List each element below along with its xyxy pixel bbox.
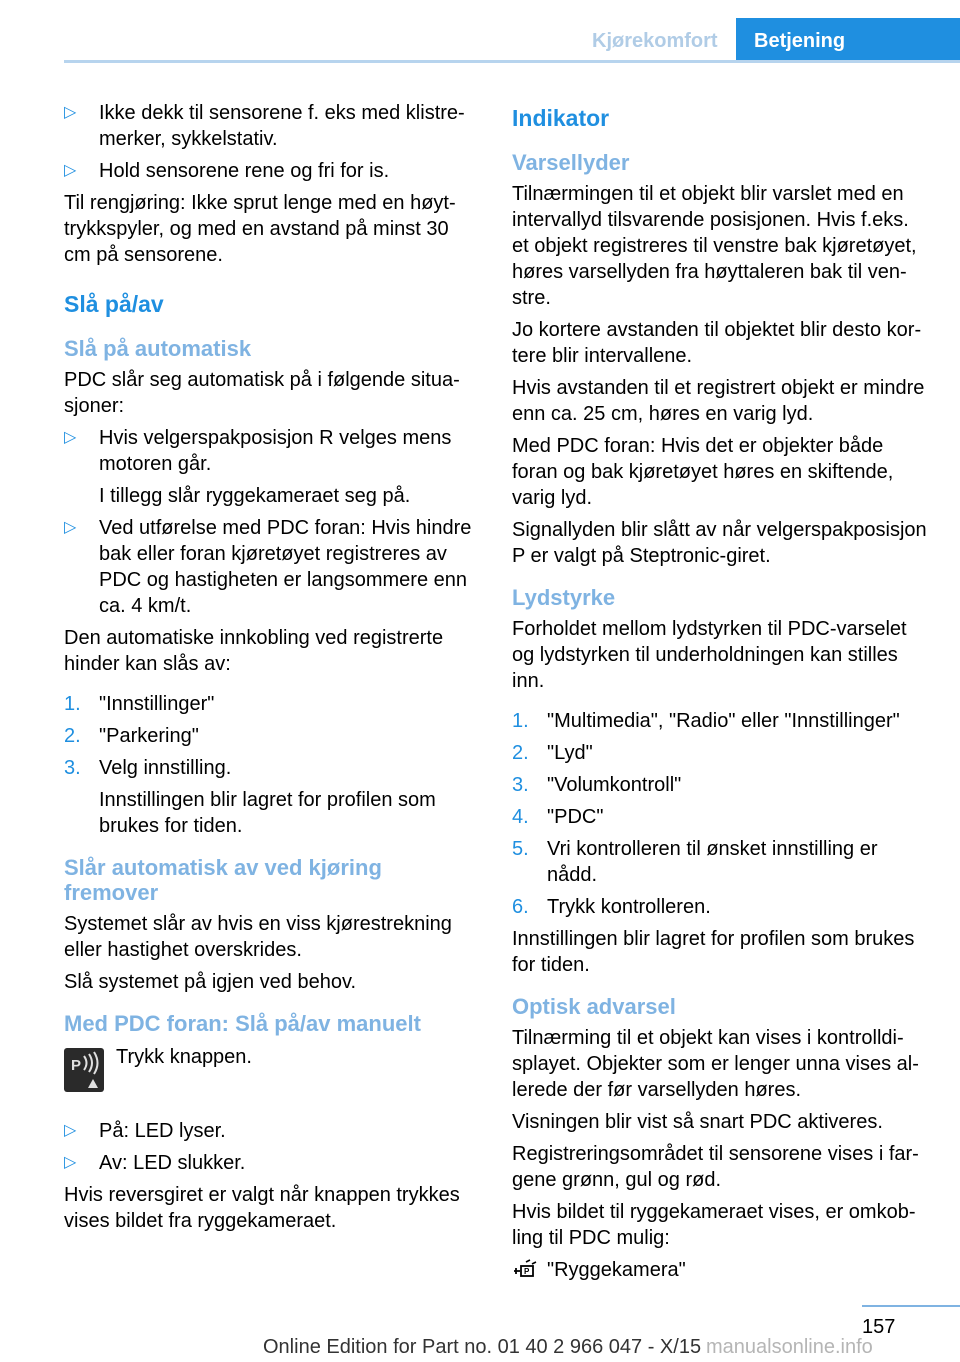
bullet-triangle-icon: ▷ — [64, 519, 77, 536]
pdc-button-icon — [64, 1048, 104, 1092]
step-number: 1. — [64, 693, 81, 715]
subheading-lydstyrke: Lydstyrke — [512, 585, 616, 610]
bullet-item — [64, 515, 476, 619]
footer-rule — [862, 1305, 960, 1307]
bullet-item — [64, 100, 476, 152]
step-text: "PDC" — [547, 806, 604, 828]
step-number: 1. — [512, 710, 529, 732]
bullet-triangle-icon: ▷ — [64, 162, 77, 179]
bullet-note: I tillegg slår ryggekameraet seg på. — [99, 485, 411, 507]
step-number: 2. — [64, 725, 81, 747]
bullet-text: På: LED lyser. — [99, 1120, 226, 1142]
warning-paragraph: Tilnærmingen til et objekt blir varslet med en intervallyd tilsvarende posisjonen. Hvis f.eks. et objekt registreres til venstre bak kjøretøyet, høres varsellyden fra høyttaleren bak til venstre. — [512, 183, 917, 309]
step-text: "Innstillinger" — [99, 693, 215, 715]
subheading-auto-off: Slår automatisk av ved kjøring fremover — [64, 855, 382, 905]
step-text: Trykk kontrolleren. — [547, 896, 711, 918]
step-number: 6. — [512, 896, 529, 918]
bullet-triangle-icon: ▷ — [64, 429, 77, 446]
camera-option — [512, 1257, 928, 1283]
bullet-triangle-icon: ▷ — [64, 1122, 77, 1139]
press-button-text: Trykk knappen. — [116, 1046, 252, 1068]
step-note: Innstillingen blir lagret for profilen som brukes for tiden. — [99, 789, 436, 837]
warning-paragraph: Signallyden blir slått av når velgerspakposisjon P er valgt på Steptronic-giret. — [512, 519, 927, 567]
section-heading-slaa-paa-av: Slå på/av — [64, 291, 164, 317]
warning-paragraph: Hvis avstanden til et registrert objekt er mindre enn ca. 25 cm, høres en varig lyd. — [512, 377, 925, 425]
bullet-text: Ikke dekk til sensorene f. eks med klistremerker, sykkelstativ. — [99, 102, 465, 150]
list-item — [512, 894, 928, 920]
subheading-auto-on: Slå på automatisk — [64, 336, 252, 361]
volume-saved-paragraph: Innstillingen blir lagret for profilen som brukes for tiden. — [512, 928, 915, 976]
list-item — [512, 708, 928, 734]
header-rule — [64, 60, 960, 63]
right-column — [512, 104, 928, 1283]
svg-text:P: P — [524, 1267, 530, 1276]
step-text: "Parkering" — [99, 725, 199, 747]
optic-paragraph: Registreringsområdet til sensorene vises i fargene grønn, gul og rød. — [512, 1143, 919, 1191]
list-item — [64, 755, 476, 781]
subheading-manual: Med PDC foran: Slå på/av manuelt — [64, 1011, 421, 1036]
volume-paragraph: Forholdet mellom lydstyrken til PDC-varselet og lydstyrken til underholdningen kan stilles inn. — [512, 618, 907, 692]
auto-off-paragraph: Systemet slår av hvis en viss kjørestrekning eller hastighet overskrides. — [64, 913, 452, 961]
page-header — [0, 0, 960, 62]
bullet-triangle-icon: ▷ — [64, 104, 77, 121]
step-number: 5. — [512, 838, 529, 860]
auto-on-paragraph: PDC slår seg automatisk på i følgende situasjoner: — [64, 369, 460, 417]
header-tab-kjorekomfort[interactable]: Kjørekomfort — [592, 30, 718, 52]
pdc-button-row — [64, 1044, 476, 1100]
reverse-gear-paragraph: Hvis reversgiret er valgt når knappen trykkes vises bildet fra ryggekameraet. — [64, 1184, 460, 1232]
bullet-item — [64, 1150, 476, 1176]
bullet-text: Ved utførelse med PDC foran: Hvis hindre bak eller foran kjøretøyet registreres av PDC og hastigheten er langsommere enn ca. 4 km/t. — [99, 517, 472, 617]
warning-paragraph: Jo kortere avstanden til objektet blir desto kortere blir intervallene. — [512, 319, 922, 367]
list-item — [512, 836, 928, 888]
bullet-text: Av: LED slukker. — [99, 1152, 246, 1174]
page-number: 157 — [862, 1316, 896, 1338]
subheading-varsellyder: Varsellyder — [512, 150, 630, 175]
step-number: 3. — [512, 774, 529, 796]
list-item — [64, 691, 476, 717]
camera-option-label: "Ryggekamera" — [547, 1259, 686, 1281]
optic-paragraph: Hvis bildet til ryggekameraet vises, er omkobling til PDC mulig: — [512, 1201, 916, 1249]
bullet-text: Hvis velgerspakposisjon R velges mens motoren går. — [99, 427, 452, 475]
reactivate-paragraph: Slå systemet på igjen ved behov. — [64, 971, 357, 993]
optic-paragraph: Tilnærming til et objekt kan vises i kontrolldisplayet. Objekter som er lenger unna vises allerede der før varsellyden høres. — [512, 1027, 919, 1101]
svg-text:P: P — [71, 1057, 82, 1074]
step-text: "Volumkontroll" — [547, 774, 682, 796]
list-item — [512, 740, 928, 766]
list-item — [512, 804, 928, 830]
step-text: "Multimedia", "Radio" eller "Innstillinger" — [547, 710, 900, 732]
parking-camera-icon — [512, 1259, 540, 1281]
optic-paragraph: Visningen blir vist så snart PDC aktiveres. — [512, 1111, 883, 1133]
watermark: manualsonline.info — [706, 1336, 873, 1358]
edition-text: Online Edition for Part no. 01 40 2 966 047 - X/15 — [263, 1336, 702, 1358]
bullet-item — [64, 1118, 476, 1144]
auto-off-intro: Den automatiske innkobling ved registrerte hinder kan slås av: — [64, 627, 444, 675]
header-tab-betjening[interactable]: Betjening — [736, 18, 960, 60]
left-column — [64, 100, 476, 1240]
step-number: 4. — [512, 806, 529, 828]
list-item — [512, 772, 928, 798]
step-text: Velg innstilling. — [99, 757, 232, 779]
section-heading-indikator: Indikator — [512, 105, 610, 131]
subheading-optisk-advarsel: Optisk advarsel — [512, 994, 676, 1019]
list-item — [64, 723, 476, 749]
bullet-triangle-icon: ▷ — [64, 1154, 77, 1171]
step-number: 3. — [64, 757, 81, 779]
cleaning-paragraph: Til rengjøring: Ikke sprut lenge med en høyttrykkspyler, og med en avstand på minst 30 cm på sensorene. — [64, 192, 456, 266]
warning-paragraph: Med PDC foran: Hvis det er objekter både foran og bak kjøretøyet høres en skiftende, varig lyd. — [512, 435, 894, 509]
bullet-text: Hold sensorene rene og fri for is. — [99, 160, 390, 182]
bullet-item — [64, 425, 476, 477]
step-text: "Lyd" — [547, 742, 593, 764]
bullet-item — [64, 158, 476, 184]
step-text: Vri kontrolleren til ønsket innstilling er nådd. — [547, 838, 878, 886]
step-number: 2. — [512, 742, 529, 764]
